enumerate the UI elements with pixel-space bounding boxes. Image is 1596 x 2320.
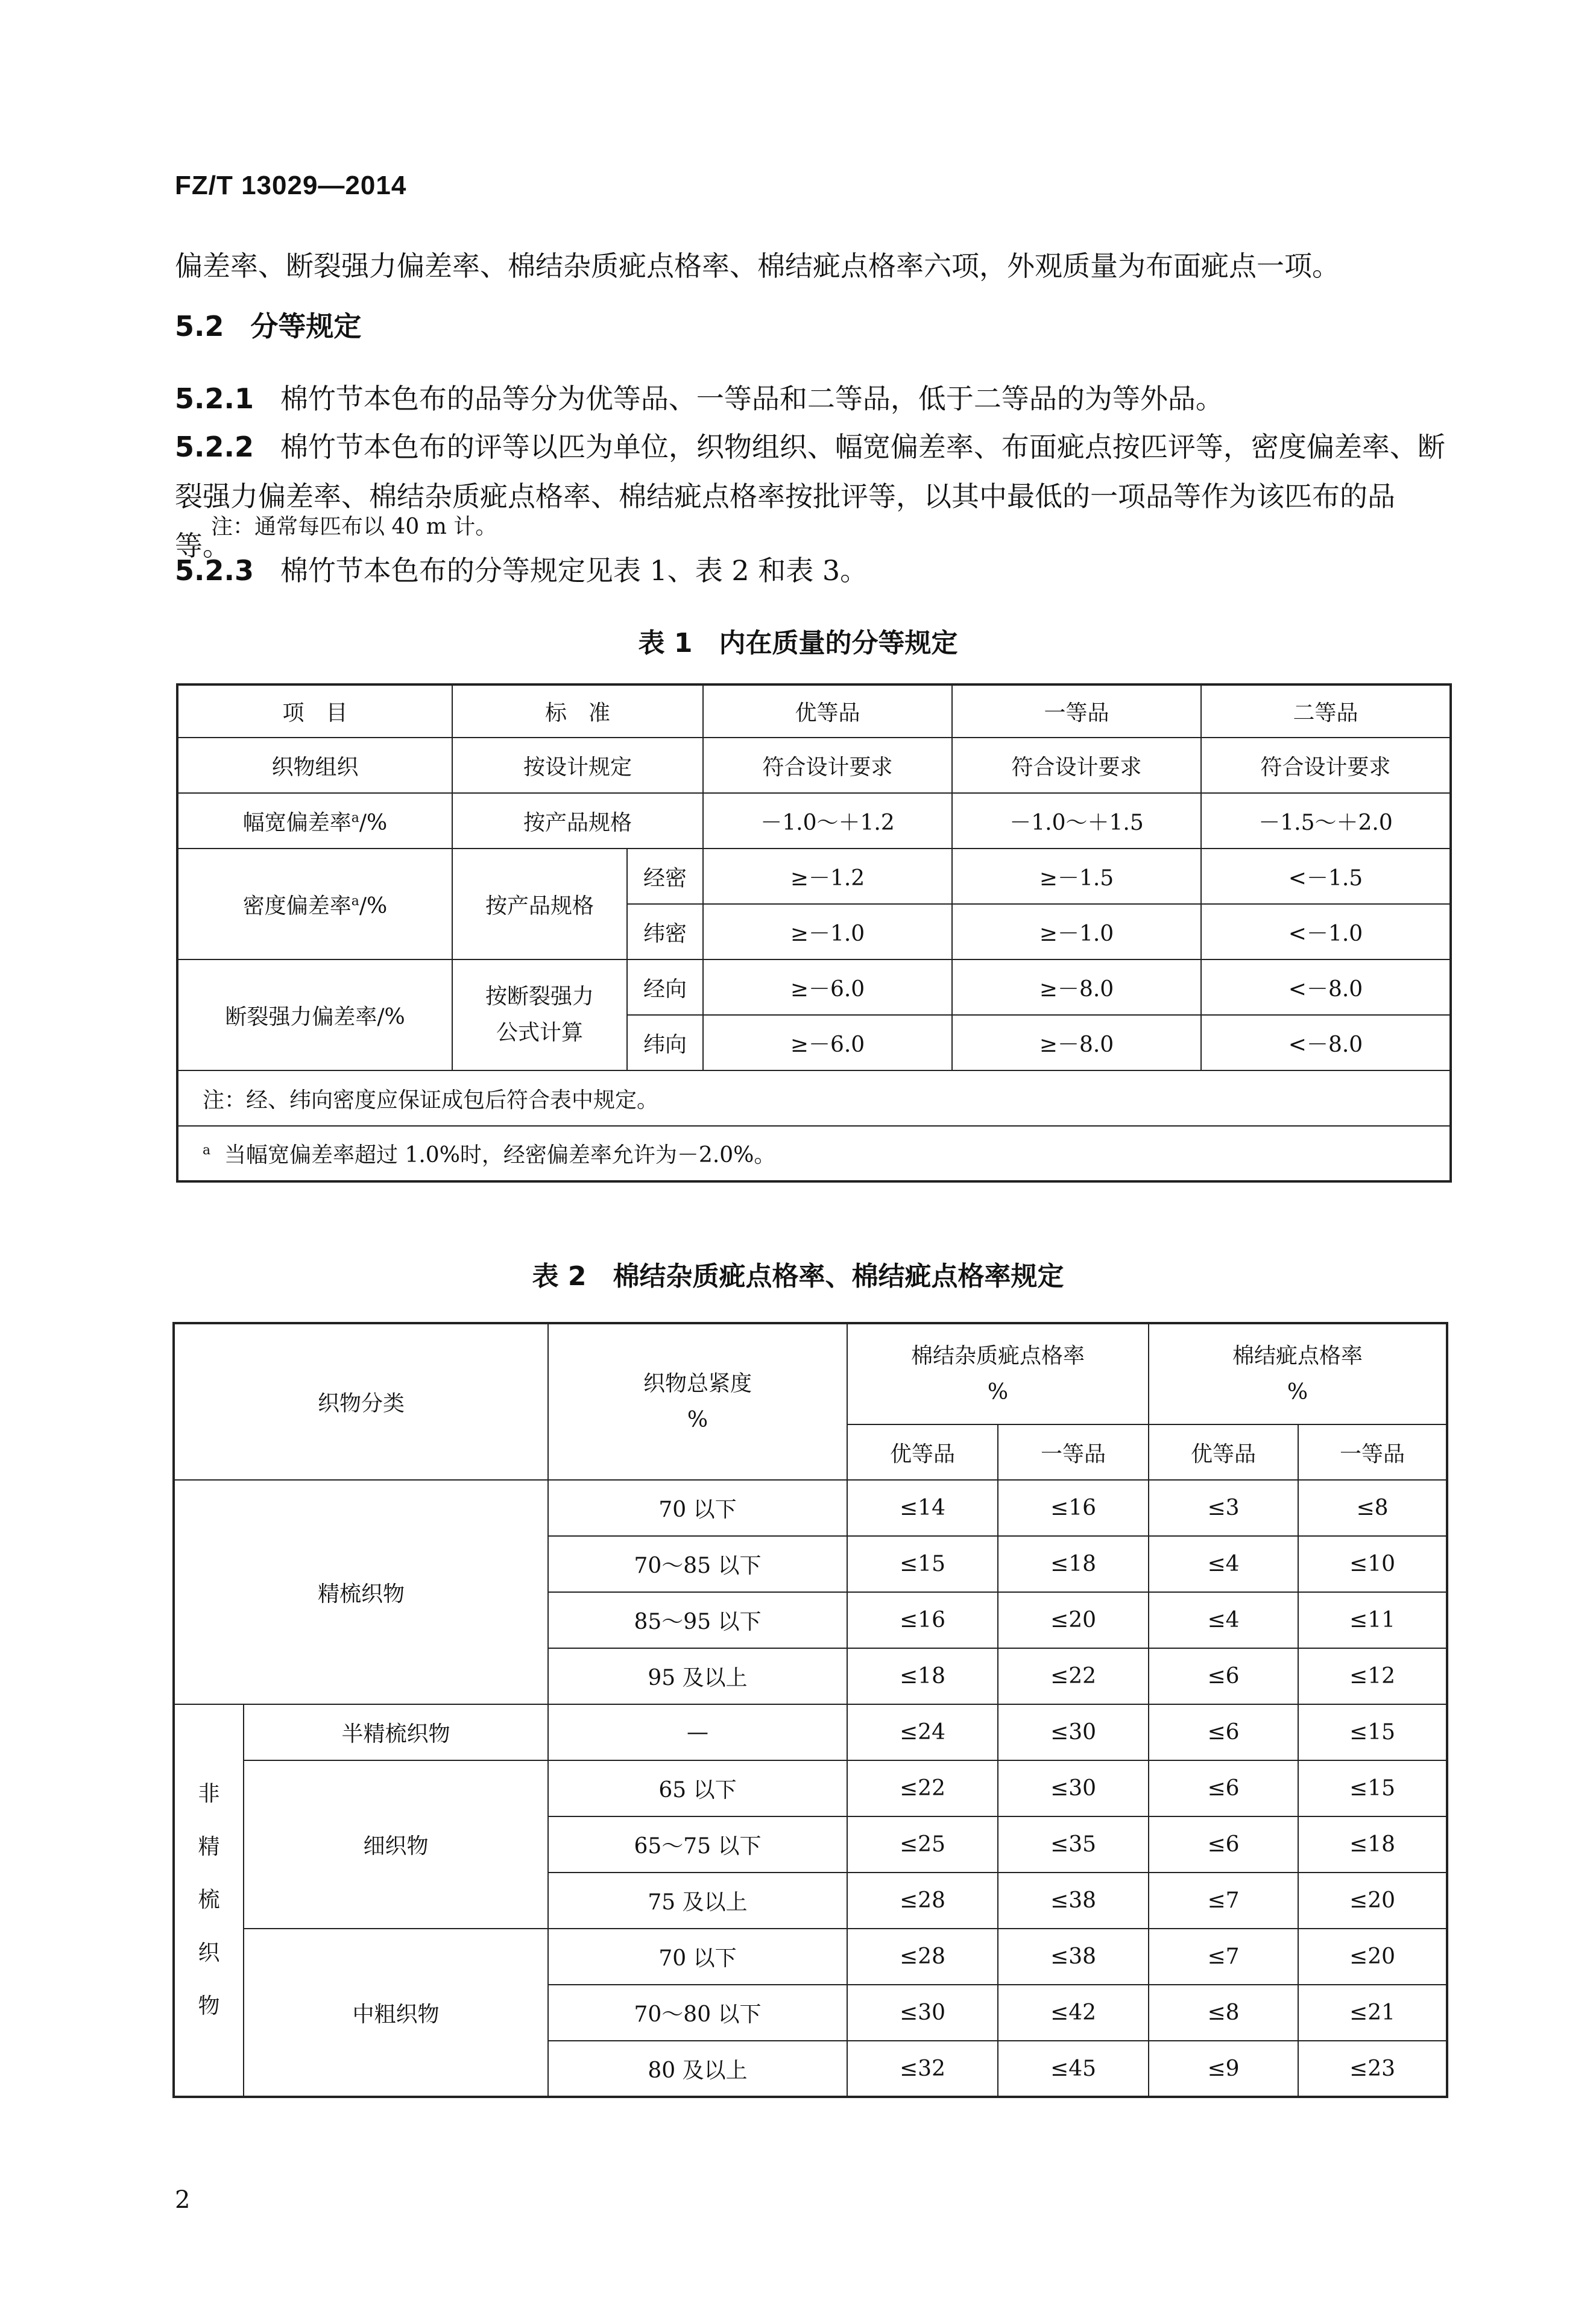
value-cell: ≤10 <box>1298 1536 1447 1592</box>
header-category: 织物分类 <box>174 1323 548 1480</box>
item-label: 幅宽偏差率$^a$/% <box>177 793 452 849</box>
standard-cell: 按产品规格 <box>452 849 627 959</box>
category-semi-combed: 半精梳织物 <box>244 1704 548 1760</box>
table-note: 注：经、纬向密度应保证成包后符合表中规定。 <box>177 1070 1451 1126</box>
value-cell: －1.0～＋1.2 <box>703 793 952 849</box>
value-cell: ≤4 <box>1149 1592 1298 1648</box>
table-row <box>174 1760 1447 1816</box>
value-cell: ≤8 <box>1149 1985 1298 2041</box>
value-cell: ≤6 <box>1149 1704 1298 1760</box>
table-header-row <box>174 1323 1447 1424</box>
value-cell: －1.5～＋2.0 <box>1201 793 1451 849</box>
table-row <box>177 849 1451 904</box>
value-cell: ≤42 <box>998 1985 1149 2041</box>
value-cell: －1.0～＋1.5 <box>952 793 1201 849</box>
clause-text: 棉竹节本色布的分等规定见表 1、表 2 和表 3。 <box>280 554 868 587</box>
note-piece-length: 注：通常每匹布以 40 m 计。 <box>211 514 497 539</box>
sub-item-cell: 经密 <box>627 849 703 904</box>
standard-number: FZ/T 13029—2014 <box>175 171 407 200</box>
value-cell: ≤9 <box>1149 2041 1298 2097</box>
value-cell: ≤7 <box>1149 1929 1298 1985</box>
value-cell: <－1.5 <box>1201 849 1451 904</box>
value-cell: ≤38 <box>998 1873 1149 1929</box>
value-cell: ≤32 <box>847 2041 998 2097</box>
vertical-char: 织 <box>198 1941 220 1965</box>
value-cell: ≥－6.0 <box>703 959 952 1015</box>
value-cell: ≤28 <box>847 1929 998 1985</box>
table-row <box>174 1929 1447 1985</box>
value-cell: ≤15 <box>1298 1704 1447 1760</box>
value-cell: ≤20 <box>998 1592 1149 1648</box>
vertical-char: 精 <box>198 1835 220 1859</box>
header-grade-superior: 优等品 <box>1149 1424 1298 1480</box>
value-cell: ≤15 <box>847 1536 998 1592</box>
value-cell: ≤35 <box>998 1816 1149 1873</box>
value-cell: ≤16 <box>998 1480 1149 1536</box>
value-cell: ≤22 <box>847 1760 998 1816</box>
value-cell: ≤30 <box>847 1985 998 2041</box>
value-cell: ≤8 <box>1298 1480 1447 1536</box>
value-cell: ≤38 <box>998 1929 1149 1985</box>
header-item: 项 目 <box>177 684 452 738</box>
table-row <box>174 1704 1447 1760</box>
intro-line: 偏差率、断裂强力偏差率、棉结杂质疵点格率、棉结疵点格率六项，外观质量为布面疵点一项。 <box>175 250 1340 282</box>
header-line: 织物总紧度 <box>643 1371 752 1396</box>
tightness-cell: 65～75 以下 <box>548 1816 847 1873</box>
clause-text: 棉竹节本色布的评等以匹为单位，织物组织、幅宽偏差率、布面疵点按匹评等，密度偏差率、断裂强力偏差率、棉结杂质疵点格率、棉结疵点格率按批评等，以其中最低的一项品等作为该匹布的品等。 <box>175 431 1445 562</box>
header-line: % <box>687 1407 708 1432</box>
header-neps-impurity <box>847 1323 1149 1424</box>
header-tightness <box>548 1323 847 1480</box>
footnote-mark: a <box>203 1143 211 1158</box>
value-cell: ≤3 <box>1149 1480 1298 1536</box>
table-row <box>177 738 1451 793</box>
value-cell: ≥－1.0 <box>703 904 952 959</box>
header-line: % <box>987 1379 1009 1405</box>
value-cell: 符合设计要求 <box>952 738 1201 793</box>
value-cell: ≤22 <box>998 1648 1149 1704</box>
value-cell: ≤14 <box>847 1480 998 1536</box>
value-cell: ≤23 <box>1298 2041 1447 2097</box>
standard-cell <box>452 959 627 1070</box>
table-row <box>177 793 1451 849</box>
item-label: 断裂强力偏差率/% <box>177 959 452 1070</box>
table-footnote-row <box>177 1126 1451 1181</box>
table-header-row <box>177 684 1451 738</box>
value-cell: ≤16 <box>847 1592 998 1648</box>
table-row <box>174 1480 1447 1536</box>
value-cell: ≤20 <box>1298 1929 1447 1985</box>
value-cell: ≤30 <box>998 1704 1149 1760</box>
standard-line: 公式计算 <box>496 1020 583 1045</box>
value-cell: ≥－1.5 <box>952 849 1201 904</box>
table2-caption: 表 2 棉结杂质疵点格率、棉结疵点格率规定 <box>532 1261 1064 1292</box>
value-cell: ≤11 <box>1298 1592 1447 1648</box>
value-cell: 符合设计要求 <box>703 738 952 793</box>
item-label: 密度偏差率$^a$/% <box>177 849 452 959</box>
tightness-cell: — <box>548 1704 847 1760</box>
standard-cell: 按设计规定 <box>452 738 703 793</box>
table1-intrinsic-quality <box>176 683 1452 1183</box>
value-cell: ≤20 <box>1298 1873 1447 1929</box>
table-note-row <box>177 1070 1451 1126</box>
value-cell: <－1.0 <box>1201 904 1451 959</box>
section-number: 5.2 <box>175 310 224 343</box>
tightness-cell: 85～95 以下 <box>548 1592 847 1648</box>
section-5-2-heading <box>175 302 1447 351</box>
header-line: % <box>1287 1379 1308 1405</box>
value-cell: ≤6 <box>1149 1816 1298 1873</box>
value-cell: ≤45 <box>998 2041 1149 2097</box>
value-cell: ≤15 <box>1298 1760 1447 1816</box>
value-cell: ≥－1.2 <box>703 849 952 904</box>
header-grade-first: 一等品 <box>952 684 1201 738</box>
tightness-cell: 70 以下 <box>548 1480 847 1536</box>
table2-neps-rate <box>172 1322 1448 2098</box>
header-grade-first: 一等品 <box>1298 1424 1447 1480</box>
table-row <box>177 959 1451 1015</box>
category-medium-coarse: 中粗织物 <box>244 1929 548 2097</box>
value-cell: ≤21 <box>1298 1985 1447 2041</box>
category-noncombed <box>174 1704 244 2097</box>
value-cell: <－8.0 <box>1201 1015 1451 1070</box>
sub-item-cell: 纬密 <box>627 904 703 959</box>
page-number: 2 <box>175 2186 191 2214</box>
value-cell: ≥－1.0 <box>952 904 1201 959</box>
value-cell: ≥－6.0 <box>703 1015 952 1070</box>
header-line: 棉结疵点格率 <box>1232 1343 1363 1368</box>
value-cell: ≤30 <box>998 1760 1149 1816</box>
tightness-cell: 70～85 以下 <box>548 1536 847 1592</box>
vertical-char: 非 <box>198 1781 220 1806</box>
standard-line: 按断裂强力 <box>485 984 594 1009</box>
header-grade-second: 二等品 <box>1201 684 1451 738</box>
tightness-cell: 75 及以上 <box>548 1873 847 1929</box>
section-title: 分等规定 <box>250 310 362 343</box>
header-grade-superior: 优等品 <box>847 1424 998 1480</box>
clause-number: 5.2.2 <box>175 431 254 463</box>
value-cell: ≤7 <box>1149 1873 1298 1929</box>
value-cell: 符合设计要求 <box>1201 738 1451 793</box>
value-cell: ≤25 <box>847 1816 998 1873</box>
footnote-text: 当幅宽偏差率超过 1.0%时，经密偏差率允许为－2.0%。 <box>224 1143 776 1168</box>
table1-caption: 表 1 内在质量的分等规定 <box>638 628 958 659</box>
value-cell: ≥－8.0 <box>952 1015 1201 1070</box>
header-grade-first: 一等品 <box>998 1424 1149 1480</box>
clause-number: 5.2.1 <box>175 382 254 415</box>
header-standard: 标 准 <box>452 684 703 738</box>
tightness-cell: 70 以下 <box>548 1929 847 1985</box>
tightness-cell: 95 及以上 <box>548 1648 847 1704</box>
value-cell: ≤18 <box>847 1648 998 1704</box>
category-combed: 精梳织物 <box>174 1480 548 1704</box>
value-cell: ≤12 <box>1298 1648 1447 1704</box>
value-cell: ≤28 <box>847 1873 998 1929</box>
value-cell: ≤18 <box>1298 1816 1447 1873</box>
clause-number: 5.2.3 <box>175 554 254 587</box>
value-cell: ≤18 <box>998 1536 1149 1592</box>
value-cell: ≤24 <box>847 1704 998 1760</box>
header-grade-superior: 优等品 <box>703 684 952 738</box>
table-footnote <box>177 1126 1451 1181</box>
vertical-char: 物 <box>198 1994 220 2018</box>
vertical-char: 梳 <box>198 1888 220 1912</box>
category-fine: 细织物 <box>244 1760 548 1929</box>
header-line: 棉结杂质疵点格率 <box>911 1343 1085 1368</box>
header-neps <box>1149 1323 1447 1424</box>
value-cell: ≤6 <box>1149 1760 1298 1816</box>
sub-item-cell: 纬向 <box>627 1015 703 1070</box>
value-cell: ≤6 <box>1149 1648 1298 1704</box>
standard-cell: 按产品规格 <box>452 793 703 849</box>
tightness-cell: 80 及以上 <box>548 2041 847 2097</box>
value-cell: ≥－8.0 <box>952 959 1201 1015</box>
clause-5-2-3 <box>175 546 1447 595</box>
clause-5-2-1 <box>175 374 1447 423</box>
clause-text: 棉竹节本色布的品等分为优等品、一等品和二等品，低于二等品的为等外品。 <box>280 382 1223 415</box>
tightness-cell: 65 以下 <box>548 1760 847 1816</box>
value-cell: ≤4 <box>1149 1536 1298 1592</box>
tightness-cell: 70～80 以下 <box>548 1985 847 2041</box>
item-label: 织物组织 <box>177 738 452 793</box>
sub-item-cell: 经向 <box>627 959 703 1015</box>
value-cell: <－8.0 <box>1201 959 1451 1015</box>
